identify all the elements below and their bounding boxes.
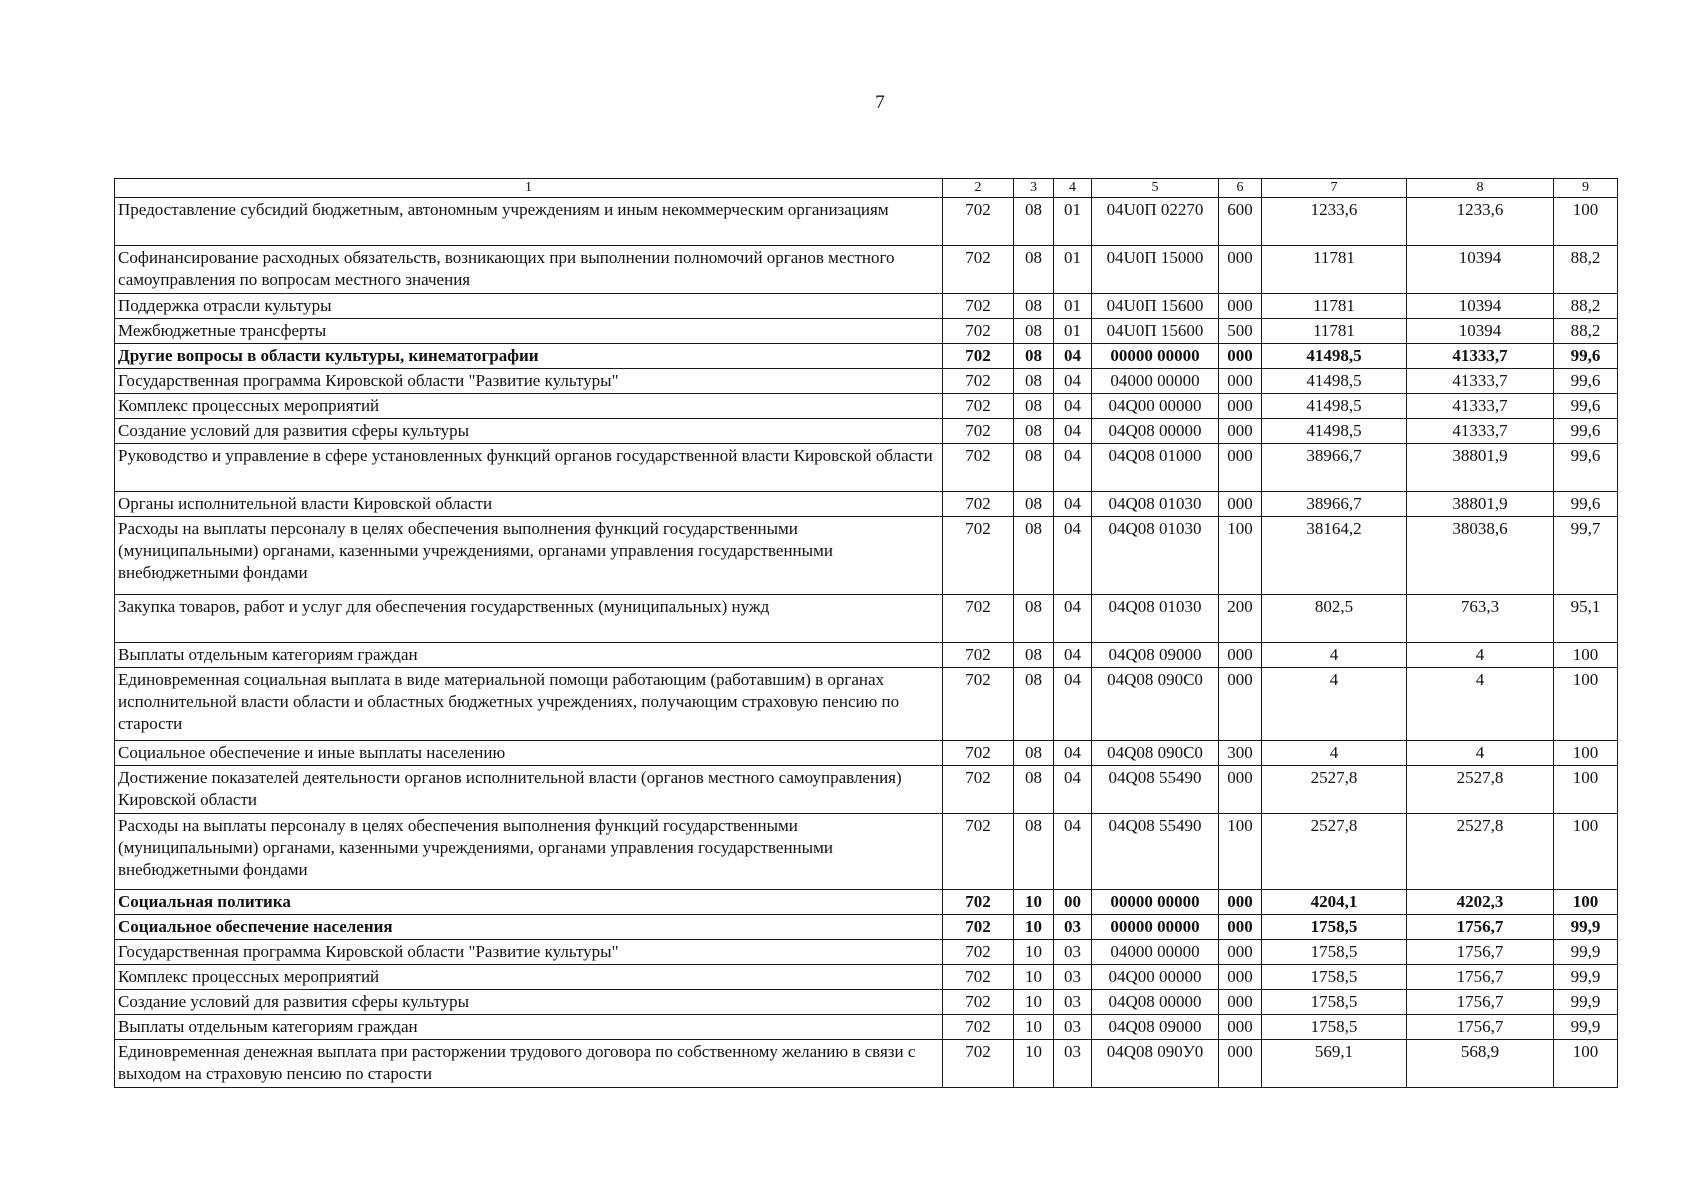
- section-code-cell: 08: [1014, 419, 1054, 444]
- subsection-code-cell: 04: [1054, 517, 1092, 595]
- subsection-code-cell: 01: [1054, 198, 1092, 246]
- target-item-code-cell: 04000 00000: [1092, 369, 1219, 394]
- execution-percent-cell: 99,9: [1554, 990, 1618, 1015]
- page-number: 7: [875, 92, 885, 113]
- table-row: [115, 1015, 1618, 1040]
- table-row: [115, 246, 1618, 294]
- planned-amount-cell: 569,1: [1262, 1040, 1407, 1088]
- expense-type-code-cell: 000: [1219, 643, 1262, 668]
- ministry-code-cell: 702: [943, 246, 1014, 294]
- subsection-code-cell: 03: [1054, 1040, 1092, 1088]
- target-item-code-cell: 04Q08 01000: [1092, 444, 1219, 492]
- target-item-code-cell: 04Q08 01030: [1092, 492, 1219, 517]
- expense-name-cell: Социальное обеспечение и иные выплаты населению: [115, 741, 943, 766]
- table-row: [115, 344, 1618, 369]
- expense-name-cell: Выплаты отдельным категориям граждан: [115, 1015, 943, 1040]
- target-item-code-cell: 04Q08 01030: [1092, 517, 1219, 595]
- column-number-row: [115, 179, 1618, 198]
- subsection-code-cell: 03: [1054, 990, 1092, 1015]
- executed-amount-cell: 1756,7: [1407, 915, 1554, 940]
- execution-percent-cell: 99,6: [1554, 394, 1618, 419]
- expense-type-code-cell: 000: [1219, 369, 1262, 394]
- expense-name-cell: Государственная программа Кировской области "Развитие культуры": [115, 940, 943, 965]
- subsection-code-cell: 03: [1054, 1015, 1092, 1040]
- expense-name-cell: Расходы на выплаты персоналу в целях обеспечения выполнения функций государственными (муниципальными) органами, казенными учреждениями, органами управления государственными внебюджетными фондами: [115, 517, 943, 595]
- subsection-code-cell: 04: [1054, 492, 1092, 517]
- subsection-code-cell: 00: [1054, 890, 1092, 915]
- ministry-code-cell: 702: [943, 444, 1014, 492]
- expense-name-cell: Закупка товаров, работ и услуг для обеспечения государственных (муниципальных) нужд: [115, 595, 943, 643]
- ministry-code-cell: 702: [943, 940, 1014, 965]
- expense-type-code-cell: 000: [1219, 1015, 1262, 1040]
- expense-type-code-cell: 000: [1219, 246, 1262, 294]
- execution-percent-cell: 100: [1554, 814, 1618, 890]
- ministry-code-cell: 702: [943, 419, 1014, 444]
- subsection-code-cell: 04: [1054, 344, 1092, 369]
- expense-name-cell: Софинансирование расходных обязательств, возникающих при выполнении полномочий органов местного самоуправления по вопросам местного значения: [115, 246, 943, 294]
- column-header: 7: [1262, 179, 1407, 198]
- subsection-code-cell: 04: [1054, 419, 1092, 444]
- expense-type-code-cell: 000: [1219, 890, 1262, 915]
- section-code-cell: 08: [1014, 766, 1054, 814]
- expense-name-cell: Государственная программа Кировской области "Развитие культуры": [115, 369, 943, 394]
- expense-type-code-cell: 100: [1219, 814, 1262, 890]
- column-header: 4: [1054, 179, 1092, 198]
- planned-amount-cell: 38164,2: [1262, 517, 1407, 595]
- subsection-code-cell: 04: [1054, 741, 1092, 766]
- execution-percent-cell: 99,6: [1554, 419, 1618, 444]
- column-header: 6: [1219, 179, 1262, 198]
- expense-name-cell: Поддержка отрасли культуры: [115, 294, 943, 319]
- ministry-code-cell: 702: [943, 369, 1014, 394]
- target-item-code-cell: 04Q08 09000: [1092, 643, 1219, 668]
- ministry-code-cell: 702: [943, 814, 1014, 890]
- target-item-code-cell: 04Q08 00000: [1092, 990, 1219, 1015]
- subsection-code-cell: 04: [1054, 444, 1092, 492]
- planned-amount-cell: 1758,5: [1262, 990, 1407, 1015]
- target-item-code-cell: 00000 00000: [1092, 915, 1219, 940]
- section-code-cell: 08: [1014, 643, 1054, 668]
- table-row: [115, 198, 1618, 246]
- ministry-code-cell: 702: [943, 319, 1014, 344]
- ministry-code-cell: 702: [943, 915, 1014, 940]
- section-code-cell: 08: [1014, 741, 1054, 766]
- planned-amount-cell: 41498,5: [1262, 369, 1407, 394]
- table-row: [115, 369, 1618, 394]
- expense-name-cell: Органы исполнительной власти Кировской области: [115, 492, 943, 517]
- executed-amount-cell: 4: [1407, 668, 1554, 741]
- executed-amount-cell: 38801,9: [1407, 444, 1554, 492]
- expense-name-cell: Руководство и управление в сфере установленных функций органов государственной власти Кировской области: [115, 444, 943, 492]
- expense-type-code-cell: 200: [1219, 595, 1262, 643]
- section-code-cell: 08: [1014, 517, 1054, 595]
- target-item-code-cell: 00000 00000: [1092, 890, 1219, 915]
- table-row: [115, 1040, 1618, 1088]
- planned-amount-cell: 11781: [1262, 319, 1407, 344]
- ministry-code-cell: 702: [943, 668, 1014, 741]
- subsection-code-cell: 01: [1054, 294, 1092, 319]
- planned-amount-cell: 11781: [1262, 246, 1407, 294]
- section-code-cell: 08: [1014, 492, 1054, 517]
- section-code-cell: 10: [1014, 990, 1054, 1015]
- executed-amount-cell: 4: [1407, 741, 1554, 766]
- execution-percent-cell: 99,9: [1554, 940, 1618, 965]
- subsection-code-cell: 04: [1054, 369, 1092, 394]
- expense-type-code-cell: 000: [1219, 1040, 1262, 1088]
- planned-amount-cell: 1758,5: [1262, 940, 1407, 965]
- table-row: [115, 394, 1618, 419]
- executed-amount-cell: 1756,7: [1407, 940, 1554, 965]
- expense-name-cell: Предоставление субсидий бюджетным, автономным учреждениям и иным некоммерческим организациям: [115, 198, 943, 246]
- section-code-cell: 08: [1014, 198, 1054, 246]
- ministry-code-cell: 702: [943, 990, 1014, 1015]
- expense-name-cell: Достижение показателей деятельности органов исполнительной власти (органов местного самоуправления) Кировской области: [115, 766, 943, 814]
- subsection-code-cell: 03: [1054, 915, 1092, 940]
- section-code-cell: 08: [1014, 294, 1054, 319]
- target-item-code-cell: 04Q08 09000: [1092, 1015, 1219, 1040]
- expense-name-cell: Социальное обеспечение населения: [115, 915, 943, 940]
- executed-amount-cell: 38038,6: [1407, 517, 1554, 595]
- expense-name-cell: Комплекс процессных мероприятий: [115, 394, 943, 419]
- target-item-code-cell: 04Q00 00000: [1092, 965, 1219, 990]
- target-item-code-cell: 04000 00000: [1092, 940, 1219, 965]
- expense-type-code-cell: 000: [1219, 294, 1262, 319]
- planned-amount-cell: 802,5: [1262, 595, 1407, 643]
- table-row: [115, 444, 1618, 492]
- execution-percent-cell: 100: [1554, 1040, 1618, 1088]
- target-item-code-cell: 04Q08 55490: [1092, 814, 1219, 890]
- expense-name-cell: Комплекс процессных мероприятий: [115, 965, 943, 990]
- subsection-code-cell: 03: [1054, 965, 1092, 990]
- column-header: 9: [1554, 179, 1618, 198]
- expense-name-cell: Единовременная денежная выплата при расторжении трудового договора по собственному желанию в связи с выходом на страховую пенсию по старости: [115, 1040, 943, 1088]
- expense-name-cell: Выплаты отдельным категориям граждан: [115, 643, 943, 668]
- target-item-code-cell: 04Q08 090У0: [1092, 1040, 1219, 1088]
- table-row: [115, 990, 1618, 1015]
- executed-amount-cell: 41333,7: [1407, 419, 1554, 444]
- expense-name-cell: Расходы на выплаты персоналу в целях обеспечения выполнения функций государственными (муниципальными) органами, казенными учреждениями, органами управления государственными внебюджетными фондами: [115, 814, 943, 890]
- section-code-cell: 08: [1014, 814, 1054, 890]
- target-item-code-cell: 04Q08 00000: [1092, 419, 1219, 444]
- section-code-cell: 08: [1014, 319, 1054, 344]
- expense-type-code-cell: 000: [1219, 344, 1262, 369]
- execution-percent-cell: 95,1: [1554, 595, 1618, 643]
- execution-percent-cell: 99,6: [1554, 444, 1618, 492]
- subsection-code-cell: 01: [1054, 319, 1092, 344]
- execution-percent-cell: 99,6: [1554, 344, 1618, 369]
- expense-name-cell: Создание условий для развития сферы культуры: [115, 990, 943, 1015]
- section-code-cell: 08: [1014, 668, 1054, 741]
- table-row: [115, 814, 1618, 890]
- expense-type-code-cell: 500: [1219, 319, 1262, 344]
- execution-percent-cell: 100: [1554, 643, 1618, 668]
- column-header: 3: [1014, 179, 1054, 198]
- table-row: [115, 643, 1618, 668]
- expense-name-cell: Другие вопросы в области культуры, кинематографии: [115, 344, 943, 369]
- expense-type-code-cell: 000: [1219, 668, 1262, 741]
- execution-percent-cell: 100: [1554, 766, 1618, 814]
- executed-amount-cell: 1756,7: [1407, 965, 1554, 990]
- execution-percent-cell: 99,6: [1554, 369, 1618, 394]
- target-item-code-cell: 04Q00 00000: [1092, 394, 1219, 419]
- table-row: [115, 940, 1618, 965]
- table-row: [115, 492, 1618, 517]
- executed-amount-cell: 763,3: [1407, 595, 1554, 643]
- execution-percent-cell: 100: [1554, 668, 1618, 741]
- ministry-code-cell: 702: [943, 890, 1014, 915]
- planned-amount-cell: 4: [1262, 741, 1407, 766]
- executed-amount-cell: 2527,8: [1407, 814, 1554, 890]
- executed-amount-cell: 4202,3: [1407, 890, 1554, 915]
- subsection-code-cell: 04: [1054, 394, 1092, 419]
- target-item-code-cell: 04Q08 090С0: [1092, 668, 1219, 741]
- table-row: [115, 595, 1618, 643]
- expense-name-cell: Единовременная социальная выплата в виде материальной помощи работающим (работавшим) в органах исполнительной власти области и областных бюджетных учреждениях, получающим страховую пенсию по старости: [115, 668, 943, 741]
- table-row: [115, 294, 1618, 319]
- ministry-code-cell: 702: [943, 294, 1014, 319]
- section-code-cell: 10: [1014, 965, 1054, 990]
- subsection-code-cell: 04: [1054, 814, 1092, 890]
- section-code-cell: 10: [1014, 1015, 1054, 1040]
- table-row: [115, 965, 1618, 990]
- budget-table-container: [114, 178, 1617, 1088]
- expense-type-code-cell: 000: [1219, 444, 1262, 492]
- expense-type-code-cell: 600: [1219, 198, 1262, 246]
- planned-amount-cell: 1758,5: [1262, 1015, 1407, 1040]
- subsection-code-cell: 04: [1054, 643, 1092, 668]
- ministry-code-cell: 702: [943, 394, 1014, 419]
- planned-amount-cell: 2527,8: [1262, 766, 1407, 814]
- expense-name-cell: Создание условий для развития сферы культуры: [115, 419, 943, 444]
- execution-percent-cell: 88,2: [1554, 319, 1618, 344]
- ministry-code-cell: 702: [943, 1015, 1014, 1040]
- table-row: [115, 766, 1618, 814]
- target-item-code-cell: 04U0П 15600: [1092, 319, 1219, 344]
- planned-amount-cell: 41498,5: [1262, 394, 1407, 419]
- budget-table: [114, 178, 1618, 1088]
- target-item-code-cell: 04Q08 090С0: [1092, 741, 1219, 766]
- table-row: [115, 890, 1618, 915]
- section-code-cell: 08: [1014, 246, 1054, 294]
- section-code-cell: 10: [1014, 1040, 1054, 1088]
- ministry-code-cell: 702: [943, 643, 1014, 668]
- planned-amount-cell: 1758,5: [1262, 915, 1407, 940]
- ministry-code-cell: 702: [943, 1040, 1014, 1088]
- executed-amount-cell: 41333,7: [1407, 344, 1554, 369]
- expense-type-code-cell: 000: [1219, 766, 1262, 814]
- section-code-cell: 10: [1014, 890, 1054, 915]
- planned-amount-cell: 11781: [1262, 294, 1407, 319]
- executed-amount-cell: 1233,6: [1407, 198, 1554, 246]
- executed-amount-cell: 10394: [1407, 319, 1554, 344]
- target-item-code-cell: 04Q08 01030: [1092, 595, 1219, 643]
- table-row: [115, 419, 1618, 444]
- executed-amount-cell: 1756,7: [1407, 1015, 1554, 1040]
- section-code-cell: 08: [1014, 344, 1054, 369]
- subsection-code-cell: 04: [1054, 766, 1092, 814]
- ministry-code-cell: 702: [943, 965, 1014, 990]
- expense-type-code-cell: 000: [1219, 394, 1262, 419]
- section-code-cell: 10: [1014, 940, 1054, 965]
- planned-amount-cell: 1233,6: [1262, 198, 1407, 246]
- section-code-cell: 08: [1014, 394, 1054, 419]
- target-item-code-cell: 00000 00000: [1092, 344, 1219, 369]
- table-row: [115, 741, 1618, 766]
- planned-amount-cell: 38966,7: [1262, 444, 1407, 492]
- planned-amount-cell: 38966,7: [1262, 492, 1407, 517]
- table-row: [115, 915, 1618, 940]
- execution-percent-cell: 99,6: [1554, 492, 1618, 517]
- expense-type-code-cell: 000: [1219, 915, 1262, 940]
- execution-percent-cell: 100: [1554, 890, 1618, 915]
- execution-percent-cell: 99,7: [1554, 517, 1618, 595]
- ministry-code-cell: 702: [943, 517, 1014, 595]
- expense-name-cell: Межбюджетные трансферты: [115, 319, 943, 344]
- target-item-code-cell: 04Q08 55490: [1092, 766, 1219, 814]
- target-item-code-cell: 04U0П 02270: [1092, 198, 1219, 246]
- execution-percent-cell: 100: [1554, 198, 1618, 246]
- ministry-code-cell: 702: [943, 766, 1014, 814]
- planned-amount-cell: 2527,8: [1262, 814, 1407, 890]
- ministry-code-cell: 702: [943, 741, 1014, 766]
- expense-type-code-cell: 000: [1219, 492, 1262, 517]
- subsection-code-cell: 03: [1054, 940, 1092, 965]
- section-code-cell: 08: [1014, 444, 1054, 492]
- expense-type-code-cell: 000: [1219, 940, 1262, 965]
- planned-amount-cell: 1758,5: [1262, 965, 1407, 990]
- executed-amount-cell: 41333,7: [1407, 369, 1554, 394]
- section-code-cell: 08: [1014, 595, 1054, 643]
- expense-type-code-cell: 000: [1219, 419, 1262, 444]
- executed-amount-cell: 568,9: [1407, 1040, 1554, 1088]
- ministry-code-cell: 702: [943, 344, 1014, 369]
- column-header: 5: [1092, 179, 1219, 198]
- ministry-code-cell: 702: [943, 198, 1014, 246]
- subsection-code-cell: 01: [1054, 246, 1092, 294]
- column-header: 1: [115, 179, 943, 198]
- execution-percent-cell: 99,9: [1554, 915, 1618, 940]
- executed-amount-cell: 10394: [1407, 246, 1554, 294]
- planned-amount-cell: 4: [1262, 668, 1407, 741]
- executed-amount-cell: 2527,8: [1407, 766, 1554, 814]
- target-item-code-cell: 04U0П 15600: [1092, 294, 1219, 319]
- expense-type-code-cell: 000: [1219, 990, 1262, 1015]
- executed-amount-cell: 38801,9: [1407, 492, 1554, 517]
- execution-percent-cell: 100: [1554, 741, 1618, 766]
- expense-type-code-cell: 300: [1219, 741, 1262, 766]
- planned-amount-cell: 4204,1: [1262, 890, 1407, 915]
- executed-amount-cell: 41333,7: [1407, 394, 1554, 419]
- section-code-cell: 10: [1014, 915, 1054, 940]
- target-item-code-cell: 04U0П 15000: [1092, 246, 1219, 294]
- table-row: [115, 668, 1618, 741]
- table-row: [115, 319, 1618, 344]
- planned-amount-cell: 41498,5: [1262, 344, 1407, 369]
- expense-type-code-cell: 100: [1219, 517, 1262, 595]
- planned-amount-cell: 41498,5: [1262, 419, 1407, 444]
- expense-type-code-cell: 000: [1219, 965, 1262, 990]
- subsection-code-cell: 04: [1054, 595, 1092, 643]
- column-header: 2: [943, 179, 1014, 198]
- planned-amount-cell: 4: [1262, 643, 1407, 668]
- ministry-code-cell: 702: [943, 492, 1014, 517]
- execution-percent-cell: 99,9: [1554, 965, 1618, 990]
- executed-amount-cell: 4: [1407, 643, 1554, 668]
- execution-percent-cell: 88,2: [1554, 246, 1618, 294]
- section-code-cell: 08: [1014, 369, 1054, 394]
- execution-percent-cell: 88,2: [1554, 294, 1618, 319]
- table-body: [115, 198, 1618, 1088]
- expense-name-cell: Социальная политика: [115, 890, 943, 915]
- table-row: [115, 517, 1618, 595]
- executed-amount-cell: 1756,7: [1407, 990, 1554, 1015]
- execution-percent-cell: 99,9: [1554, 1015, 1618, 1040]
- ministry-code-cell: 702: [943, 595, 1014, 643]
- subsection-code-cell: 04: [1054, 668, 1092, 741]
- column-header: 8: [1407, 179, 1554, 198]
- executed-amount-cell: 10394: [1407, 294, 1554, 319]
